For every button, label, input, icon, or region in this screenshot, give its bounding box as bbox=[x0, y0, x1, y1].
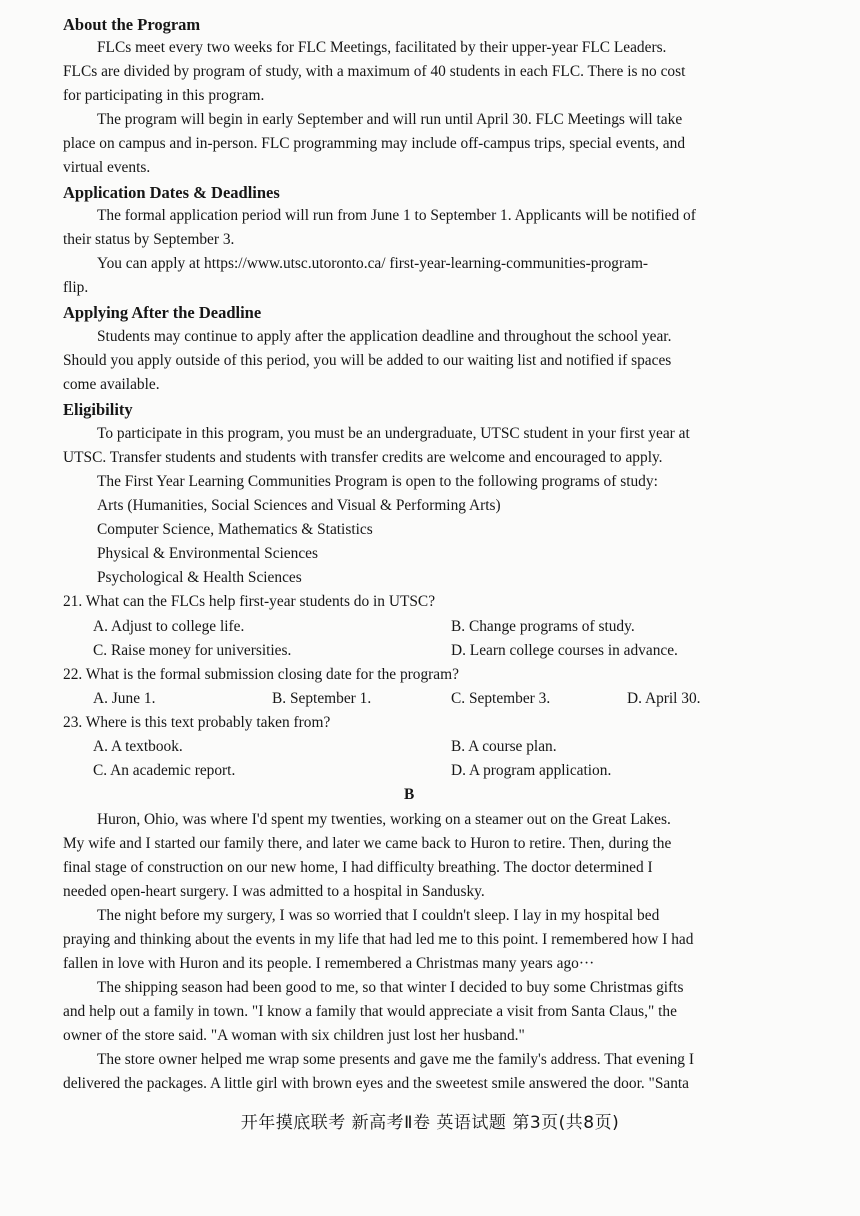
paragraph-line: delivered the packages. A little girl with brown eyes and the sweetest smile answered the door. "Santa bbox=[63, 1075, 690, 1092]
paragraph-line: My wife and I started our family there, and later we came back to Huron to retire. Then, during the bbox=[63, 835, 672, 852]
paragraph-line: UTSC. Transfer students and students with transfer credits are welcome and encouraged to apply. bbox=[63, 449, 663, 466]
question-21: 21. What can the FLCs help first-year students do in UTSC? bbox=[63, 593, 436, 610]
page-footer: 开年摸底联考 新高考Ⅱ卷 英语试题 第3页(共8页) bbox=[240, 1113, 620, 1133]
paragraph-line: and help out a family in town. "I know a family that would appreciate a visit from Santa Claus," the bbox=[63, 1003, 677, 1020]
option-c: C. An academic report. bbox=[93, 762, 236, 779]
option-c: C. September 3. bbox=[451, 690, 551, 707]
paragraph-line: praying and thinking about the events in my life that had led me to this point. I remembered how I had bbox=[63, 931, 694, 948]
paragraph-line: The shipping season had been good to me, so that winter I decided to buy some Christmas gifts bbox=[97, 979, 684, 996]
paragraph-line: The formal application period will run from June 1 to September 1. Applicants will be notified of bbox=[97, 207, 696, 224]
paragraph-line: To participate in this program, you must be an undergraduate, UTSC student in your first year at bbox=[97, 425, 690, 442]
program-item: Physical & Environmental Sciences bbox=[97, 545, 318, 562]
program-item: Psychological & Health Sciences bbox=[97, 569, 302, 586]
question-22: 22. What is the formal submission closing date for the program? bbox=[63, 666, 459, 683]
paragraph-line: Should you apply outside of this period, you will be added to our waiting list and notified if spaces bbox=[63, 352, 672, 369]
option-b: B. A course plan. bbox=[451, 738, 557, 755]
paragraph-line: virtual events. bbox=[63, 159, 151, 176]
paragraph-line: The First Year Learning Communities Program is open to the following programs of study: bbox=[97, 473, 658, 490]
option-c: C. Raise money for universities. bbox=[93, 642, 292, 659]
paragraph-line: FLCs are divided by program of study, with a maximum of 40 students in each FLC. There is no cost bbox=[63, 63, 686, 80]
paragraph-line: FLCs meet every two weeks for FLC Meetings, facilitated by their upper-year FLC Leaders. bbox=[97, 39, 667, 56]
question-23: 23. Where is this text probably taken from? bbox=[63, 714, 331, 731]
option-a: A. A textbook. bbox=[93, 738, 183, 755]
option-a: A. June 1. bbox=[93, 690, 156, 707]
paragraph-line: needed open-heart surgery. I was admitted to a hospital in Sandusky. bbox=[63, 883, 485, 900]
section-heading: About the Program bbox=[63, 15, 201, 34]
paragraph-line: final stage of construction on our new home, I had difficulty breathing. The doctor determined I bbox=[63, 859, 653, 876]
paragraph-line: owner of the store said. "A woman with six children just lost her husband." bbox=[63, 1027, 525, 1044]
paragraph-line: The store owner helped me wrap some presents and gave me the family's address. That evening I bbox=[97, 1051, 694, 1068]
paragraph-line: their status by September 3. bbox=[63, 231, 235, 248]
paragraph-line: place on campus and in-person. FLC programming may include off-campus trips, special events, and bbox=[63, 135, 686, 152]
paragraph-line: Huron, Ohio, was where I'd spent my twenties, working on a steamer out on the Great Lakes. bbox=[97, 811, 671, 828]
paragraph-line: Students may continue to apply after the application deadline and throughout the school year. bbox=[97, 328, 672, 345]
option-d: D. April 30. bbox=[627, 690, 701, 707]
option-b: B. Change programs of study. bbox=[451, 618, 635, 635]
paragraph-line: You can apply at https://www.utsc.utoronto.ca/ first-year-learning-communities-program- bbox=[97, 255, 649, 272]
paragraph-line: fallen in love with Huron and its people. I remembered a Christmas many years ago··· bbox=[63, 955, 595, 972]
paragraph-line: The program will begin in early September and will run until April 30. FLC Meetings will take bbox=[97, 111, 683, 128]
option-d: D. Learn college courses in advance. bbox=[451, 642, 678, 659]
paragraph-line: The night before my surgery, I was so worried that I couldn't sleep. I lay in my hospital bed bbox=[97, 907, 660, 924]
option-a: A. Adjust to college life. bbox=[93, 618, 245, 635]
option-b: B. September 1. bbox=[272, 690, 372, 707]
option-d: D. A program application. bbox=[451, 762, 612, 779]
paragraph-line: for participating in this program. bbox=[63, 87, 265, 104]
program-item: Arts (Humanities, Social Sciences and Visual & Performing Arts) bbox=[97, 497, 501, 514]
section-heading: Application Dates & Deadlines bbox=[63, 183, 280, 202]
section-heading: Eligibility bbox=[63, 400, 133, 419]
section-heading: Applying After the Deadline bbox=[63, 303, 262, 322]
paragraph-line: flip. bbox=[63, 279, 89, 296]
program-item: Computer Science, Mathematics & Statistics bbox=[97, 521, 373, 538]
paragraph-line: come available. bbox=[63, 376, 160, 393]
section-b-label: B bbox=[404, 786, 415, 803]
